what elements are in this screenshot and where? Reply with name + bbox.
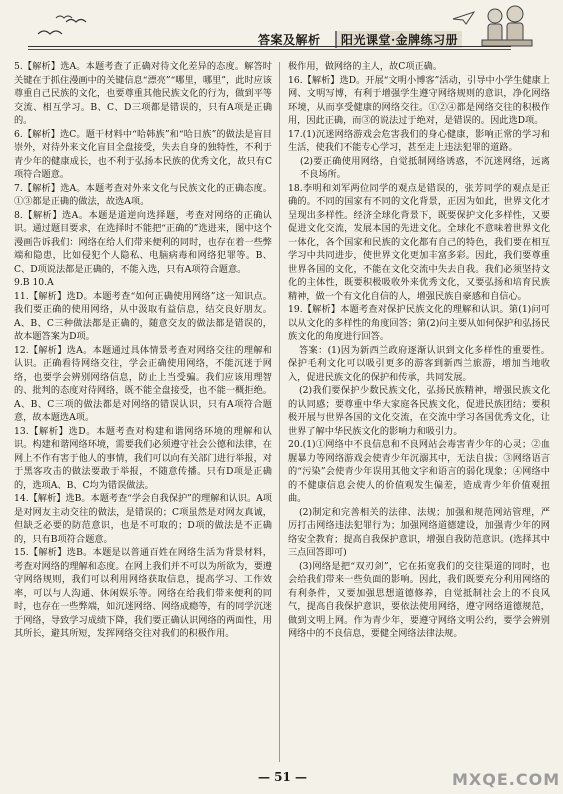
answer-item: 15.【解析】选B。本题是以普通百姓在网络生活为背景材料，考查对网络的理解和态度。在网上我们并不可以为所欲为，要遵守网络规则，我们可以利用网络获取信息，提高学习、工作效率，可以与人沟通、休闲娱乐等。网络在给我们带来便利的同时，也存在一些弊端，如沉迷网络、网络成瘾等，有的同学沉迷于网络，导致学习成绩下降，我们要正确认识网络的两面性，用其所长，避其所短，发挥网络交往对我们的积极作用。	[14, 547, 272, 639]
students-illustration-icon	[480, 4, 534, 50]
answer-item: (2)我们要保护少数民族文化，弘扬民族精神，增强民族文化的认同感；要尊重中华大家庭各民族文化，促进民族团结；要积极开展与世界各国的文化交流，在交流中学习各国优秀文化，让世界了解中华民族文化的影响力和吸引力。	[288, 385, 550, 437]
answer-item: (2)要正确使用网络，自觉抵制网络诱惑，不沉迷网络，远离不良场所。	[300, 155, 550, 180]
right-column	[288, 60, 550, 641]
answer-item: 18.李明和刘军两位同学的观点是错误的，张芳同学的观点是正确的。不同的国家有不同的文化背景，正因为如此，世界文化才呈现出多样性。经济全球化背景下，既要保护文化多样性，又要促进文化交流，发展本国的先进文化。全球化不意味着世界文化一体化，各个国家和民族的文化都有自己的特色，我们要在相互学习中共同进步，使世界文化更加丰富多彩。因此，我们要尊重世界各国的文化，不能在文化交流中失去自我。我们必须坚持文化的主体性，既要积极吸收外来优秀文化，又要弘扬和培育民族精神，做一个有文化自信的人，增强民族自豪感和自信心。	[288, 182, 550, 302]
answer-item: 19.【解析】本题考查对保护民族文化的理解和认识。第(1)问可以从文化的多样性的角度回答；第(2)问主要从如何保护和弘扬民族文化的角度进行回答。	[288, 304, 550, 342]
page-number: — 51 —	[258, 770, 308, 784]
paper-plane-icon	[452, 10, 476, 26]
answer-item: (2)制定和完善相关的法律、法规；加强和规范网站管理，严厉打击网络违法犯罪行为；加强网络道德建设，加强青少年的网络安全教育；提高自我保护意识，增强自我防范意识。(选择其中三点回答即可)	[288, 506, 550, 558]
answer-item: 11.【解析】选D。本题考查“如何正确使用网络”这一知识点。我们要正确的使用网络，从中汲取有益信息，结交良好朋友。A、B、C三种做法都是正确的，随意交友的做法都是错误的，故本题答案为D项。	[14, 290, 272, 342]
page-header	[0, 0, 563, 58]
column-divider	[279, 62, 280, 762]
header-title: 答案及解析	[258, 33, 321, 47]
answer-item: 9.B 10.A	[14, 277, 54, 288]
answer-item: 12.【解析】选A。本题通过具体情景考查对网络交往的理解和认识。正确看待网络交往，学会正确使用网络，不能沉迷于网络，也要学会辨别网络信息，防止上当受骗。我们应该用理智的、批判的态度对待网络，既不能全盘接受，也不能一概拒绝。A、B、C三项的做法都是对网络的错误认识，只有A项符合题意，故本题选A项。	[14, 344, 272, 423]
answer-item: 7.【解析】选A。本题考查对外来文化与民族文化的正确态度。①③都是正确的做法，故选A项。	[14, 182, 272, 207]
answer-item: 17.(1)沉迷网络游戏会危害我们的身心健康，影响正常的学习和生活，使我们不能专心学习，甚至走上违法犯罪的道路。	[288, 128, 550, 153]
answer-item: 5.【解析】选A。本题考查了正确对待文化差异的态度。解答时关键在于抓住漫画中的关键信息“漂亮”“哪里，哪里”，此时应该尊重自己民族的文化，也要尊重其他民族文化的行为，做到平等交流、相互学习。B、C、D三项都是错误的，只有A项是正确的。	[14, 61, 272, 126]
header-series-title: 阳光课堂·金牌练习册	[335, 31, 462, 48]
watermark: MXQE.COM	[452, 770, 561, 789]
left-column	[14, 60, 272, 641]
answer-item: 8.【解析】选A。本题是道逆向选择题，考查对网络的正确认识。通过题目要求，在选择时不能把“正确的”选进来，图中这个漫画告诉我们：网络在给人们带来便利的同时，也存在着一些弊端和隐患，比如侵犯个人隐私、电脑病毒和网络犯罪等。B、C、D项说法都是正确的，不能入选，只有A项符合题意。	[14, 209, 272, 275]
answer-item: 6.【解析】选C。题干材料中“哈韩族”和“哈日族”的做法是盲目崇外，对待外来文化盲目全盘接受，失去自身的独特性，不利于青少年的健康成长，也不利于弘扬本民族的优秀文化，故只有C项符合题意。	[14, 128, 272, 180]
answer-item: (3)网络是把“双刃剑”，它在拓宽我们的交往渠道的同时，也会给我们带来一些负面的影响。因此，我们既要充分利用网络的有利条件，又要加强思想道德修养，自觉抵制社会上的不良风气，提高自我保护意识，要依法使用网络，遵守网络道德规范，做到文明上网。作为青少年，要遵守网络文明公约，要学会辨别网络中的不良信息，要健全网络法律法规。	[288, 560, 550, 639]
answer-item: 20.(1)①网络中不良信息和不良网站会毒害青少年的心灵；②血腥暴力等网络游戏会使青少年沉溺其中，无法自拔；③网络语言的“污染”会使青少年误用其他文字和语言的弱化现象；④网络中的不健康信息会使人的价值观发生偏差，造成青少年价值观扭曲。	[288, 439, 550, 504]
answer-item: 16.【解析】选D。开展“文明小博客”活动，引导中小学生健康上网、文明写博，有利于增强学生遵守网络规则的意识，净化网络环境，从而享受健康的网络交往。①②④都是网络交往的积极作用，因此正确，而③的说法过于绝对，是错误的。因此选D项。	[288, 74, 550, 126]
answer-item: 答案：(1)因为新西兰政府逐渐认识到文化多样性的重要性。保护毛利文化可以吸引更多的游客到新西兰旅游，增加当地收入，促进民族文化的保护和传承，共同发展。	[288, 344, 550, 383]
header-rule	[28, 46, 511, 47]
header-rule-thin	[28, 49, 511, 50]
answer-item: 13.【解析】选D。本题考查对构建和谐网络环境的理解和认识。构建和谐网络环境，需要我们必须遵守社会公德和法律，在网上不作有害于他人的事情，我们可以向有关部门进行举报，对于黑客攻击的做法要敢于举报，不随意传播。只有D项是正确的，选项A、B、C均为错误做法。	[14, 425, 272, 491]
birds-icon	[36, 12, 96, 42]
answer-item: 14.【解析】选B。本题考查“学会自我保护”的理解和认识。A项是对网友主动交往的做法，是错误的；C项虽然是对网友真诚，但缺乏必要的防范意识，也是不可取的；D项的做法是不正确的，只有B项符合题意。	[14, 493, 272, 545]
answer-item: 极作用，做网络的主人，故C项正确。	[288, 61, 443, 72]
